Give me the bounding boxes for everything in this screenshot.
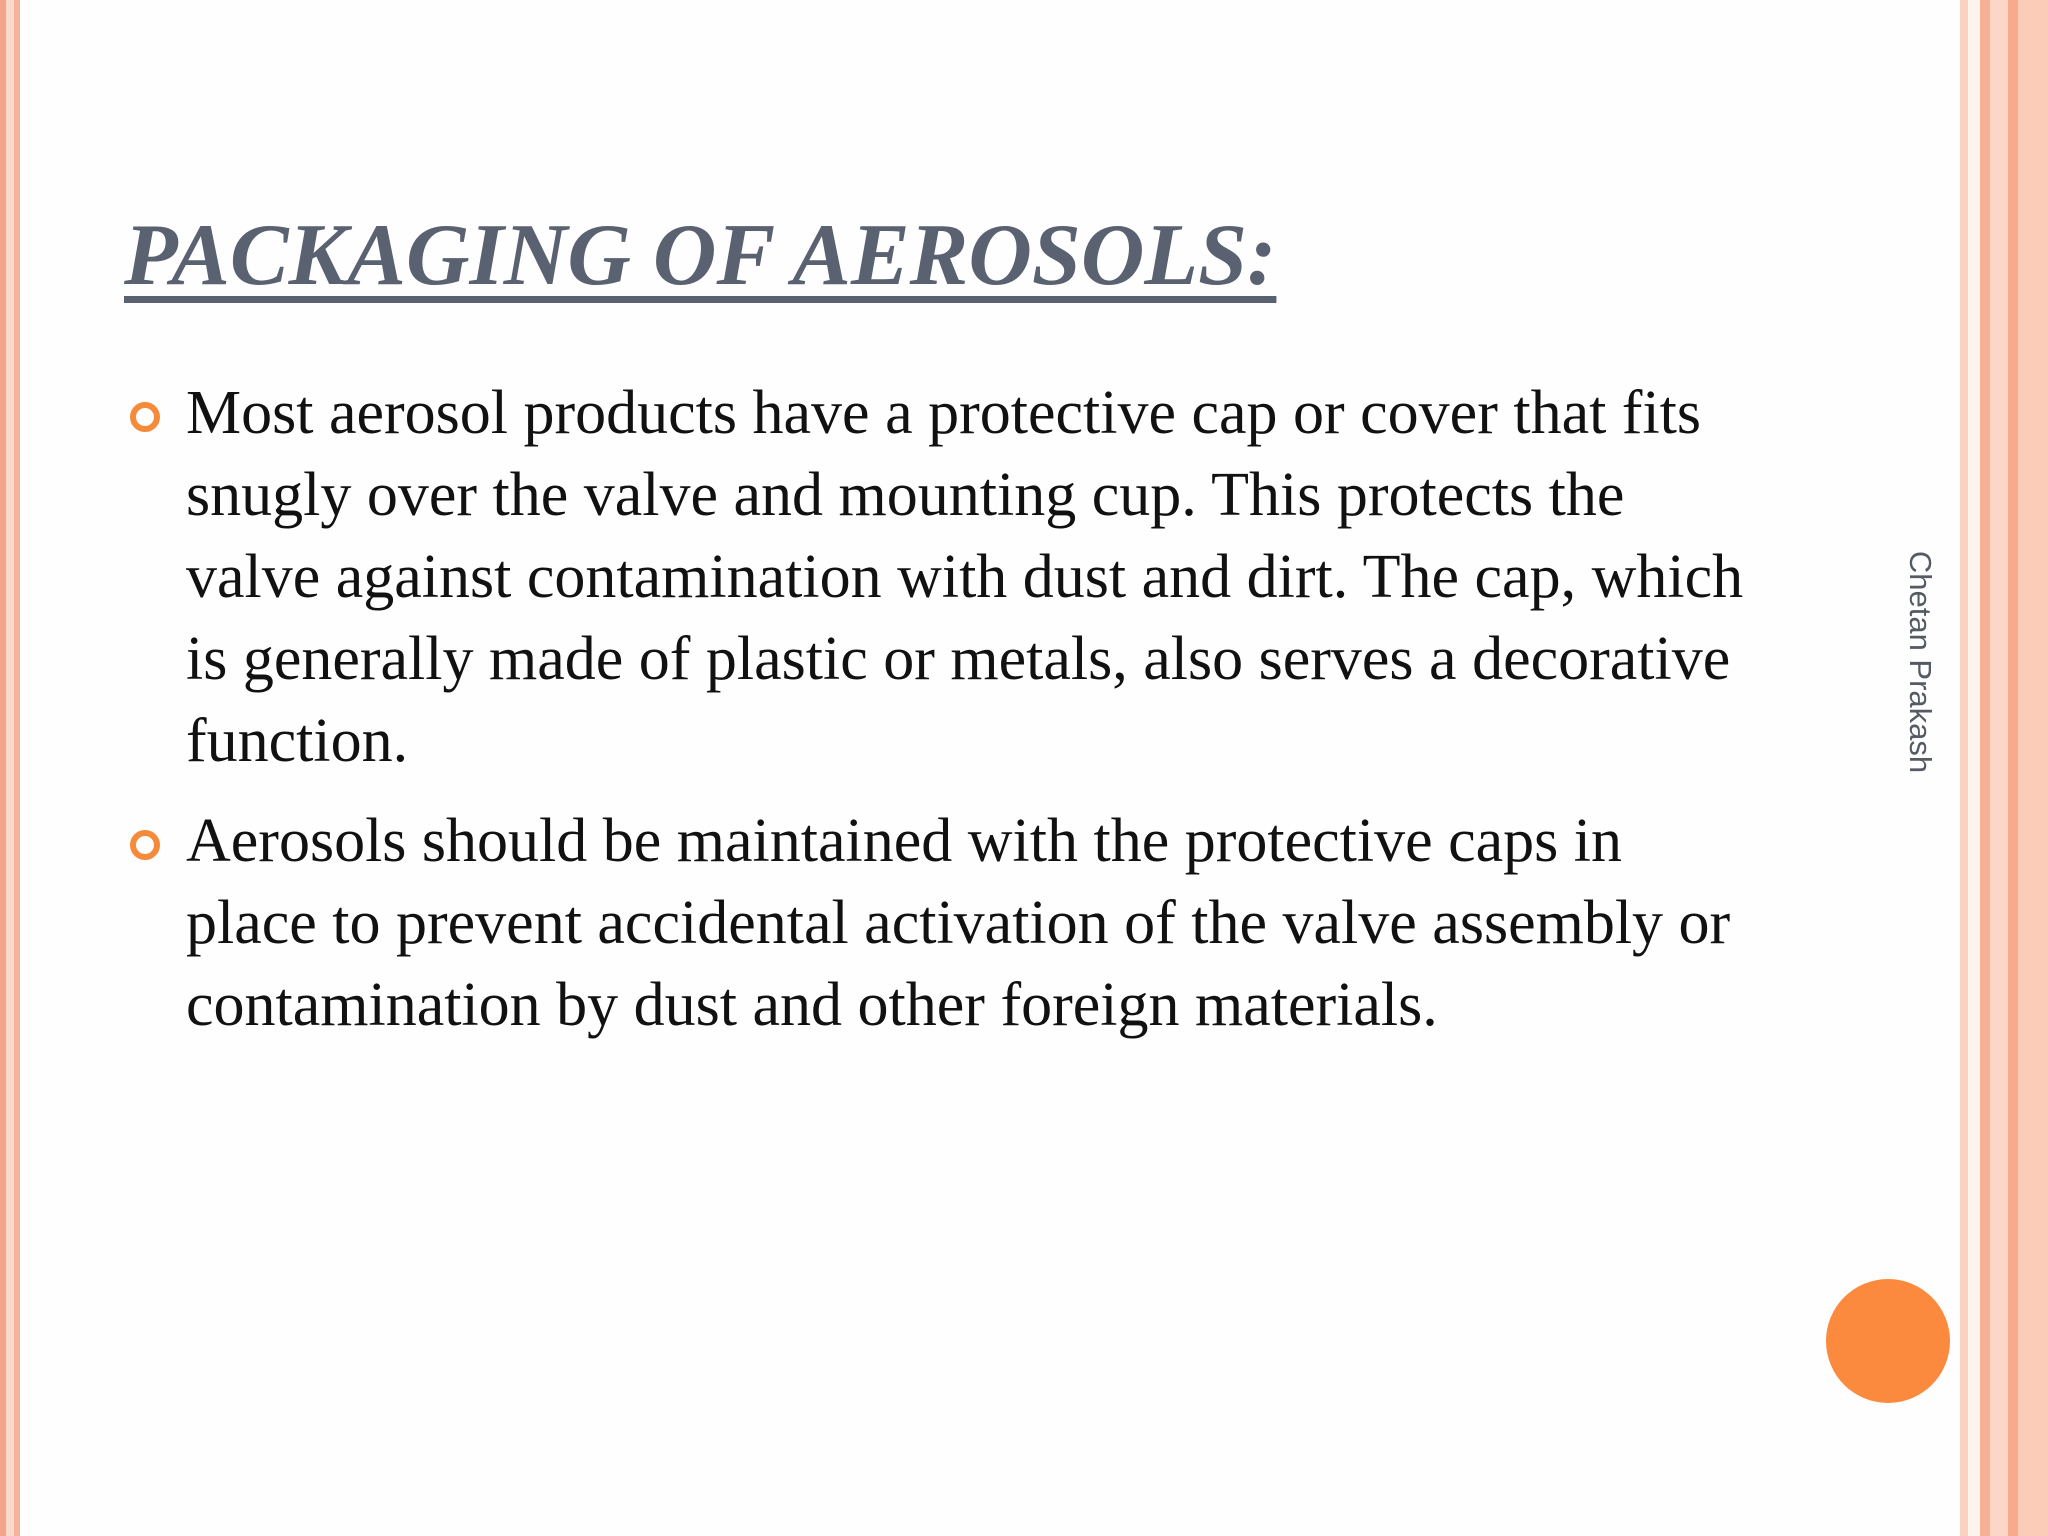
- author-name: Chetan Prakash: [1903, 550, 1938, 774]
- bullet-item: [126, 800, 1766, 1046]
- right-border-stripe: [1968, 0, 1980, 1536]
- right-border-stripe: [1960, 0, 1968, 1536]
- decorative-orange-circle: [1826, 1279, 1950, 1403]
- right-border-stripe: [2008, 0, 2018, 1536]
- right-border-stripe: [2018, 0, 2048, 1536]
- left-border-stripe: [14, 0, 20, 1536]
- left-border-stripe: [6, 0, 14, 1536]
- right-border-stripe: [1990, 0, 2008, 1536]
- ring-bullet-icon: [130, 830, 160, 860]
- slide-title: PACKAGING OF AEROSOLS:: [124, 207, 1277, 304]
- bullet-text: Aerosols should be maintained with the protective caps in place to prevent accidental activation of the valve assembly or contamination by dust and other foreign materials.: [186, 807, 1731, 1039]
- bullet-text: Most aerosol products have a protective cap or cover that fits snugly over the valve and mounting cup. This protects the valve against contamination with dust and dirt. The cap, which is generally made of plastic or metals, also serves a decorative function.: [186, 379, 1744, 775]
- right-border-stripe: [1980, 0, 1990, 1536]
- bullet-list: [126, 372, 1766, 1064]
- bullet-item: [126, 372, 1766, 782]
- ring-bullet-icon: [130, 402, 160, 432]
